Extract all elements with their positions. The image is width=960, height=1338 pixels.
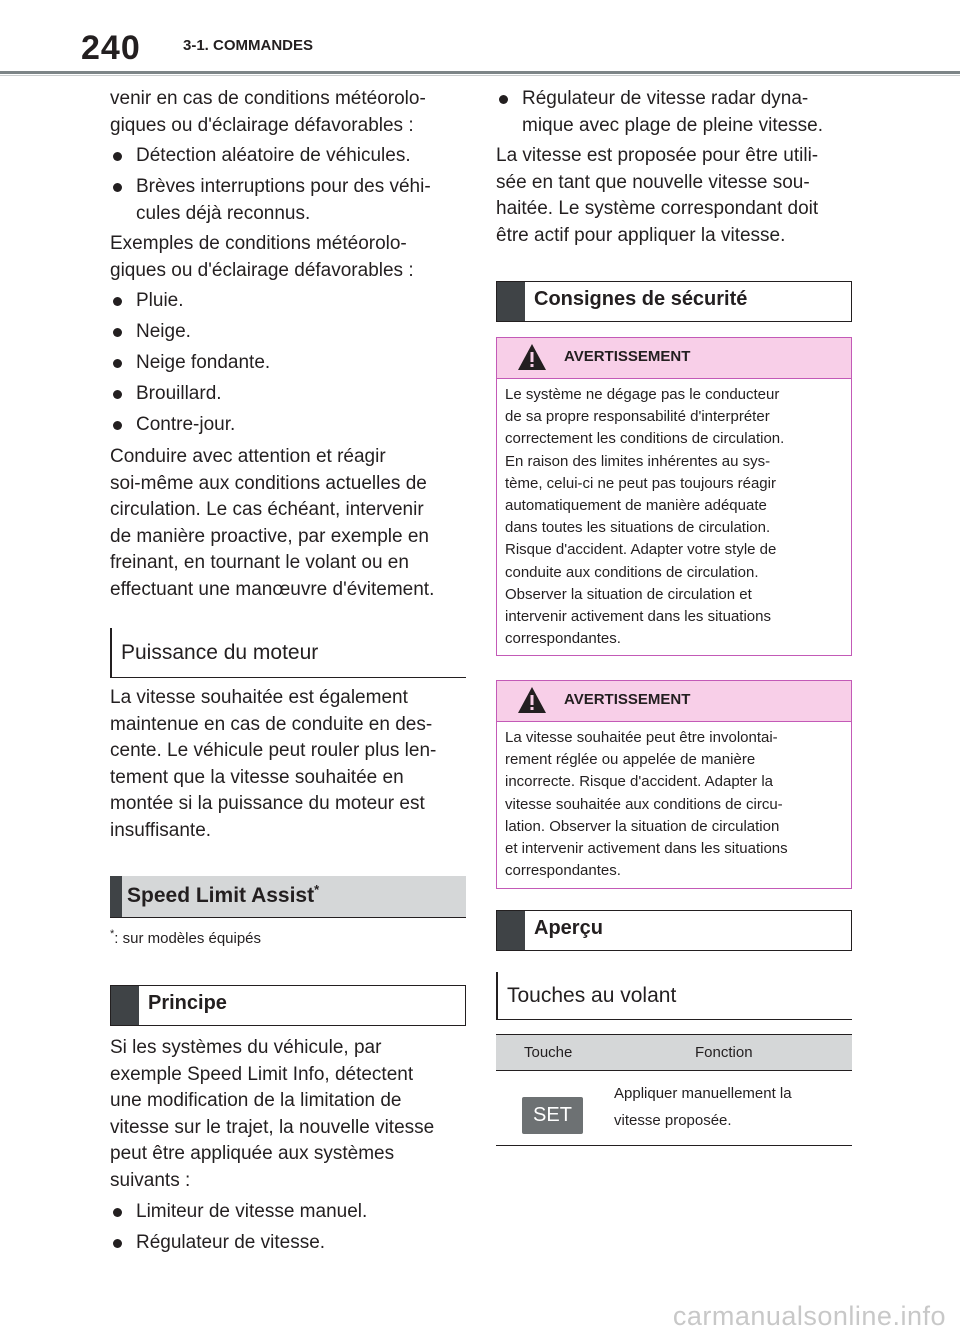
warning-title: AVERTISSEMENT bbox=[564, 691, 691, 708]
warning-title: AVERTISSEMENT bbox=[564, 348, 691, 365]
examples-paragraph: Exemples de conditions météorolo- giques ou d'éclairage défavorables : bbox=[110, 233, 414, 281]
proposal-paragraph: La vitesse est proposée pour être utili- sée en tant que nouvelle vitesse sou- haitée. Le système correspondant doit être actif pour appliquer la vitesse. bbox=[496, 145, 819, 246]
footnote: *: sur modèles équipés bbox=[110, 928, 262, 947]
principle-heading bbox=[110, 985, 466, 1026]
warning-text: Le système ne dégage pas le conducteur de sa propre responsabilité d'interpréter correctement les conditions de circulation. En raison des limites inhérentes au sys- tème, celui-ci ne peut pas toujours réagir automatiquement de manière adéquate dans toutes les situations de circulation. Risque d'accident. Adapter votre style de conduite aux conditions de circulation. Observer la situation de circulation et intervenir activement dans les situations correspondantes. bbox=[505, 386, 785, 648]
list-item: Brèves interruptions pour des véhi- cules déjà reconnus. bbox=[110, 174, 431, 227]
safety-heading bbox=[496, 281, 852, 322]
page-number: 240 bbox=[81, 29, 141, 67]
principle-paragraph: Si les systèmes du véhicule, par exemple Speed Limit Info, détectent une modification de la limitation de vitesse sur le trajet, la nouvelle vitesse peut être appliquée aux systèmes suivants : bbox=[110, 1037, 435, 1191]
subhead-keys bbox=[496, 972, 852, 1020]
intro-paragraph: venir en cas de conditions météorolo- giques ou d'éclairage défavorables : bbox=[110, 88, 426, 136]
warning-box bbox=[496, 337, 852, 656]
principle-title: Principe bbox=[148, 992, 227, 1014]
list-item: Régulateur de vitesse radar dyna- mique avec plage de pleine vitesse. bbox=[496, 86, 823, 139]
list-item: Neige. bbox=[110, 319, 191, 346]
table-col-key: Touche bbox=[524, 1044, 573, 1061]
subhead-engine-label: Puissance du moteur bbox=[121, 641, 319, 664]
list-item: Limiteur de vitesse manuel. bbox=[110, 1199, 367, 1226]
safety-title: Consignes de sécurité bbox=[534, 288, 748, 310]
table-row-function: Appliquer manuellement la vitesse proposée. bbox=[614, 1085, 792, 1129]
list-item: Contre-jour. bbox=[110, 412, 235, 439]
engine-paragraph: La vitesse souhaitée est également maintenue en cas de conduite en des- cente. Le véhicule peut rouler plus len- tement que la vitesse souhaitée en montée si la puissance du moteur est insuffisante. bbox=[110, 687, 437, 841]
warning-triangle-icon bbox=[517, 343, 547, 371]
page-header bbox=[0, 0, 960, 76]
table-col-function: Fonction bbox=[695, 1044, 753, 1061]
subhead-keys-label: Touches au volant bbox=[507, 984, 677, 1007]
speed-limit-assist-title: Speed Limit Assist* bbox=[127, 882, 320, 907]
table-header bbox=[496, 1034, 852, 1071]
warning-header bbox=[497, 681, 851, 722]
list-item: Détection aléatoire de véhicules. bbox=[110, 143, 411, 170]
subhead-engine bbox=[110, 628, 466, 678]
overview-heading bbox=[496, 910, 852, 951]
watermark: carmanualsonline.info bbox=[672, 1301, 946, 1331]
list-item: Neige fondante. bbox=[110, 350, 270, 377]
list-item: Régulateur de vitesse. bbox=[110, 1230, 325, 1257]
table-row bbox=[496, 1071, 852, 1146]
heading-bar bbox=[497, 911, 525, 950]
heading-bar bbox=[111, 986, 139, 1025]
overview-title: Aperçu bbox=[534, 917, 603, 939]
warning-box bbox=[496, 680, 852, 889]
speed-limit-assist-heading bbox=[110, 876, 466, 918]
heading-bar bbox=[497, 282, 525, 321]
drive-paragraph: Conduire avec attention et réagir soi-même aux conditions actuelles de circulation. Le cas échéant, intervenir de manière proactive, par exemple en freinant, en tournant le volant ou en effectuant une manœuvre d'évitement. bbox=[110, 446, 435, 600]
section-title: 3-1. COMMANDES bbox=[183, 37, 314, 54]
list-item: Pluie. bbox=[110, 288, 184, 315]
header-divider-light bbox=[0, 75, 960, 76]
header-divider bbox=[0, 71, 960, 74]
heading-bar bbox=[110, 876, 122, 917]
warning-header bbox=[497, 338, 851, 379]
set-button-icon: SET bbox=[522, 1097, 583, 1134]
list-item: Brouillard. bbox=[110, 381, 222, 408]
warning-text: La vitesse souhaitée peut être involontai- rement réglée ou appelée de manière incorrecte. Risque d'accident. Adapter la vitesse souhaitée aux conditions de circu- lation. Observer la situation de circulation et intervenir activement dans les situations correspondantes. bbox=[505, 729, 788, 880]
warning-triangle-icon bbox=[517, 686, 547, 714]
